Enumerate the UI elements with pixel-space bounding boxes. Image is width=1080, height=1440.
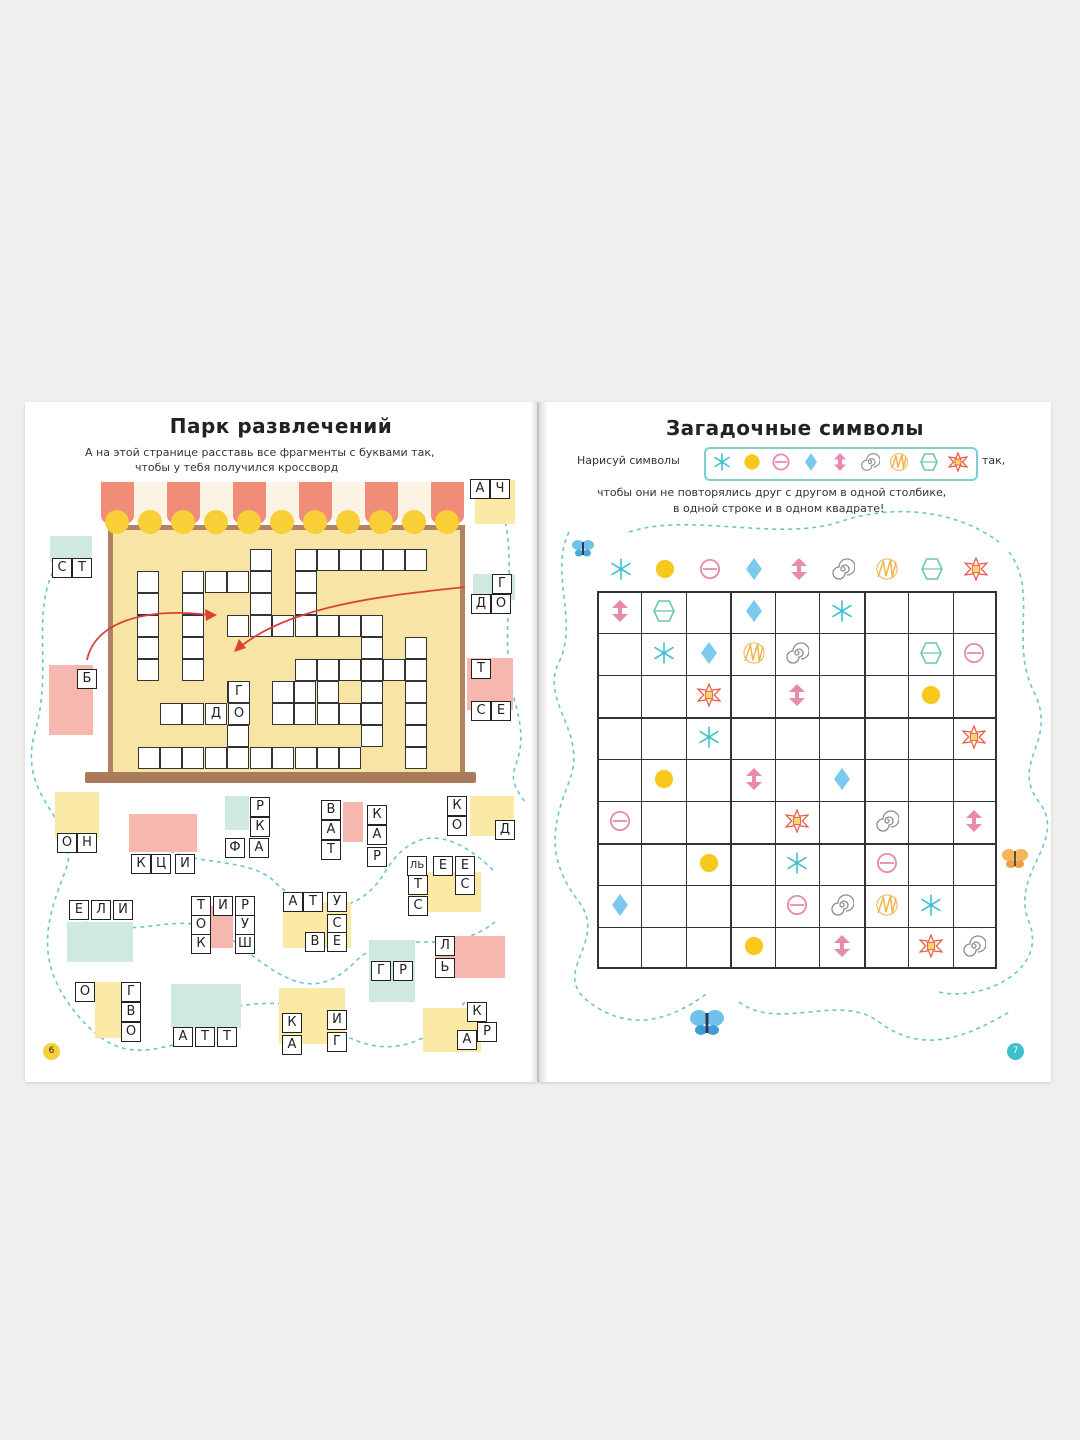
fragment-letter: Д [495,820,515,840]
fragment-letter: О [491,594,511,614]
fragment-letter: Е [455,856,475,876]
fragment-letter: Т [195,1027,215,1047]
fragment-letter: Р [250,797,270,817]
right-page [539,402,1051,1082]
fragment-letter: А [283,892,303,912]
instruction-prefix: Нарисуй символы [577,454,680,467]
fragment-letter: Е [491,701,511,721]
fragment-letter: Ь [435,958,455,978]
fragment-letter: А [470,479,490,499]
fragment-letter: К [282,1013,302,1033]
instruction-suffix: так, [982,454,1006,467]
fragment-letter: Г [371,961,391,981]
fragment-letter: С [52,558,72,578]
fragment-letter: А [173,1027,193,1047]
fragment-letter: Т [408,875,428,895]
fragment-letter: Т [217,1027,237,1047]
fragment-letter: С [471,701,491,721]
fragment-letter: Т [471,659,491,679]
fragment-letter: Г [327,1032,347,1052]
butterfly-icon [690,1010,724,1035]
crossword-letter-cell: О [228,703,250,725]
fragment-letter: И [213,896,233,916]
butterfly-icons [539,402,1051,1082]
fragment-letter: Р [367,847,387,867]
fragment-letter: Т [321,840,341,860]
fragment-letter: К [131,854,151,874]
instruction-line-1: А на этой странице расставь все фрагменты с буквами так, [85,446,435,459]
fragment-letter: Л [91,900,111,920]
fragment-letter: И [327,1010,347,1030]
fragment-letter: Г [121,982,141,1002]
fragment-letter: Е [69,900,89,920]
fragment-letter: Т [303,892,323,912]
fragment-letter: А [321,820,341,840]
fragment-background [55,792,99,838]
crossword-letter-cell: Г [228,681,250,703]
fragment-letter: Р [393,961,413,981]
fragment-letter: В [321,800,341,820]
fragment-letter: Б [77,669,97,689]
fragment-letter: Ц [151,854,171,874]
book-spine [530,402,548,1082]
fragment-letter: О [75,982,95,1002]
fragment-letter: В [305,932,325,952]
fragment-letter: С [455,875,475,895]
fragment-letter: Р [235,896,255,916]
fragment-letter: К [467,1002,487,1022]
fragment-letter: О [191,915,211,935]
fragment-letter: А [457,1030,477,1050]
fragment-letter: Ш [235,934,255,954]
fragment-letter: У [327,892,347,912]
fragment-letter: ЛЬ [407,856,427,876]
fragment-letter: Т [191,896,211,916]
fragment-letter: С [327,914,347,934]
fragment-letter: Е [433,856,453,876]
fragment-letter: Е [327,932,347,952]
fragment-letter: К [250,817,270,837]
fragment-letter: И [175,854,195,874]
fragment-letter: К [447,796,467,816]
fragment-letter: С [408,896,428,916]
instruction-line-2: чтобы у тебя получился кроссворд [135,461,339,474]
fragment-background [67,922,133,962]
instruction-line-2: чтобы они не повторялись друг с другом в одной столбике, [597,486,947,499]
fragment-letter: О [121,1022,141,1042]
fragment-letter: Н [77,833,97,853]
crossword-letter-cell: Д [205,703,227,725]
fragment-letter: Р [477,1022,497,1042]
fragment-letter: Т [72,558,92,578]
fragment-letter: А [282,1035,302,1055]
fragment-letter: А [367,825,387,845]
page-title: Загадочные символы [665,416,925,440]
fragment-letter: К [367,805,387,825]
fragment-letter: Д [471,594,491,614]
fragment-background [343,802,363,842]
fragment-letter: В [121,1002,141,1022]
fragment-letter: О [57,833,77,853]
fragment-letter: Ч [490,479,510,499]
page-number: 7 [1007,1043,1024,1060]
butterfly-icon [1002,849,1028,868]
page-number: 6 [43,1043,60,1060]
fragment-letter: И [113,900,133,920]
page-title: Парк развлечений [169,414,393,438]
fragment-letter: Л [435,936,455,956]
fragment-letter: Г [492,574,512,594]
arrows-decoration [25,402,537,1082]
fragment-letter: К [191,934,211,954]
butterfly-icon [572,540,594,557]
fragment-letter: Ф [225,838,245,858]
instruction-line-3: в одной строке и в одном квадрате! [673,502,885,515]
fragment-background [171,984,241,1028]
fragment-letter: А [249,838,269,858]
fragment-background [129,814,197,852]
fragment-background [225,796,249,830]
fragment-letter: У [235,915,255,935]
fragment-letter: О [447,816,467,836]
left-page [25,402,537,1082]
